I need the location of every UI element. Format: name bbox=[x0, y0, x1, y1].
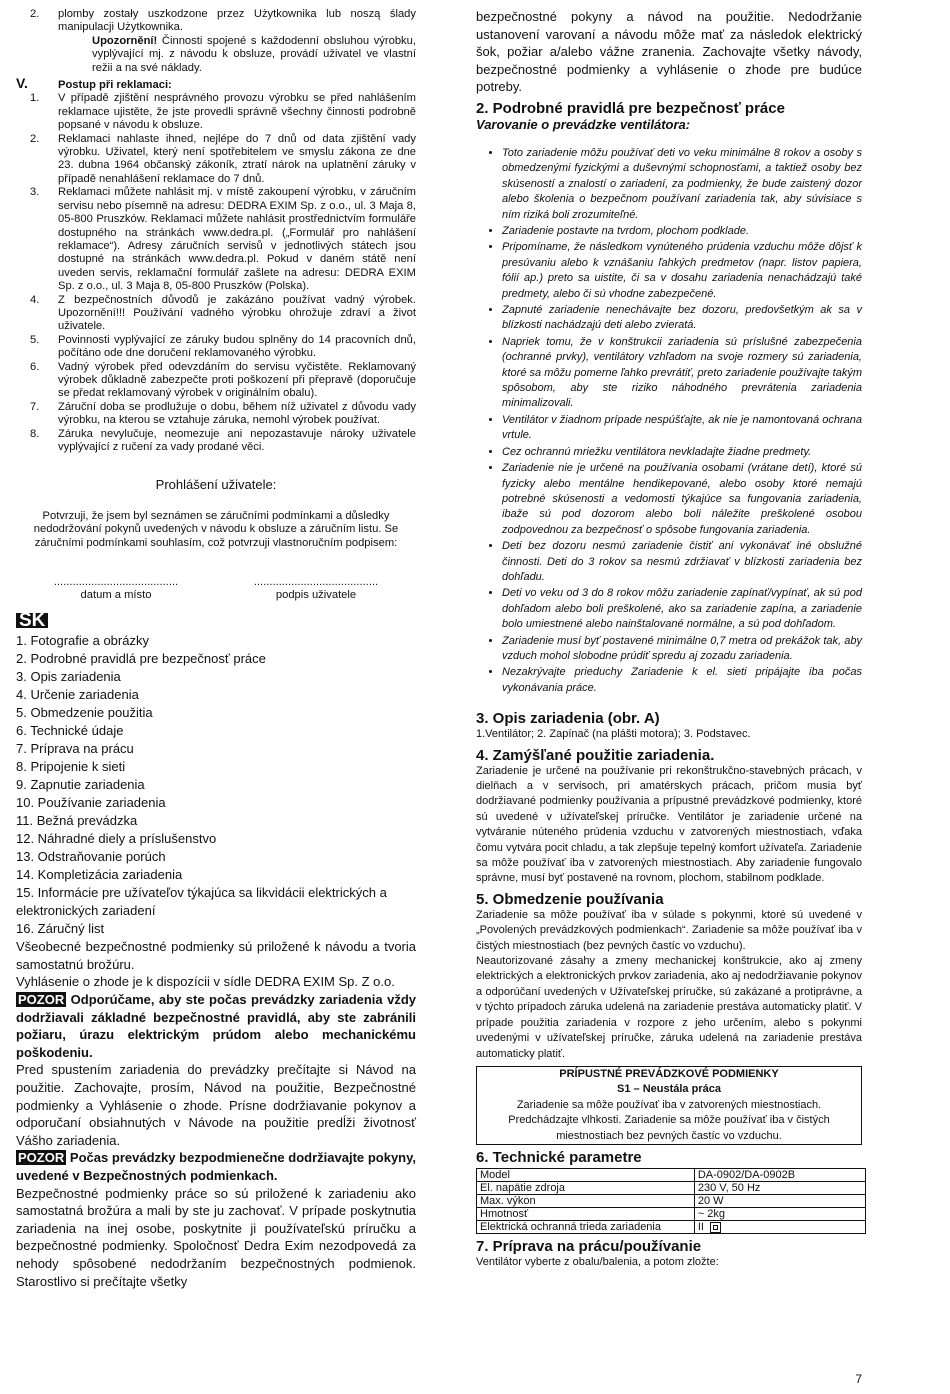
pozor-text-1: Pred spustením zariadenia do prevádzky prečítajte si Návod na použitie. Zachovajte, prosím, Návod na použitie, Bezpečnostné podmienky a Vyhlásenie o zhode. Prísne dodržiavanie pokynov a odporučaní obsiahnutých v Návode na použitie predĺži životnosť Vášho zariadenia. bbox=[16, 1062, 416, 1148]
pozor-warning-2 bbox=[16, 1149, 416, 1184]
safety-bullet-list bbox=[476, 146, 862, 696]
section-6-title: 6. Technické parametre bbox=[476, 1148, 642, 1166]
left-column bbox=[16, 8, 416, 1290]
parameter-row bbox=[477, 1168, 866, 1181]
claim-text: Záruční doba se prodlužuje o dobu, během níž uživatel z důvodu vady výrobku, na kterou se vztahuje záruka, nemohl výrobek používat. bbox=[58, 400, 416, 427]
parameter-row bbox=[477, 1181, 866, 1194]
parameter-value-text: DA-0902/DA-0902B bbox=[697, 1168, 796, 1181]
signature-dots: ........................................ bbox=[253, 576, 379, 589]
toc-item: 3. Opis zariadenia bbox=[16, 669, 121, 685]
claim-item bbox=[16, 401, 416, 428]
box-subtitle: S1 – Neustála práca bbox=[617, 1083, 721, 1096]
toc-item: 9. Zapnutie zariadenia bbox=[16, 777, 145, 793]
parameter-value bbox=[694, 1181, 865, 1194]
parameter-value bbox=[694, 1168, 865, 1181]
section-5-text-1: Zariadenie sa môže používať iba v súlade s pokynmi, ktoré sú uvedené v „Povolených prevádzkových podmienkach“. Zariadenie sa môže používať iba v čistých miestnostiach (bez pevných častíc vo vzduchu). bbox=[476, 908, 862, 952]
section-3-text: 1.Ventilátor; 2. Zapínač (na plášti motora); 3. Podstavec. bbox=[476, 728, 751, 741]
page-number: 7 bbox=[855, 1372, 862, 1386]
language-badge-sk: SK bbox=[16, 613, 48, 628]
operating-conditions-box bbox=[476, 1066, 862, 1145]
claim-number: 1. bbox=[30, 92, 40, 105]
claim-number: 8. bbox=[30, 427, 40, 440]
parameter-value bbox=[694, 1220, 865, 1233]
toc-item: 15. Informácie pre užívateľov týkajúca sa likvidácii elektrických a elektronických zariadení bbox=[16, 885, 387, 919]
safety-bullet: • Napriek tomu, že v konštrukcii zariadenia sú príslušné zabezpečenia (ochranné prvky), ventilátory vzhľadom na svoje rozmery sú zariadenia, ktoré sa môžu pomerne ľahko prevrátiť, preto zariadenie používajte takým spôsobom, aby ste riziko náhodného prevrátenia zariadenia minimalizovali. bbox=[502, 335, 862, 412]
technical-parameters-table bbox=[476, 1168, 866, 1234]
declaration-title: Prohlášení uživatele: bbox=[155, 477, 277, 493]
box-line-1: Zariadenie sa môže používať iba v zatvorených miestnostiach. bbox=[516, 1098, 822, 1111]
signature-area bbox=[16, 576, 416, 603]
toc-item: 7. Príprava na prácu bbox=[16, 741, 134, 757]
signature-user-label: podpis uživatele bbox=[275, 589, 357, 602]
section-roman-number: V. bbox=[16, 75, 28, 92]
claim-item bbox=[16, 92, 416, 132]
declaration-text: Potvrzuji, že jsem byl seznámen se záručními podmínkami a důsledky nedodržování pokynů uvedených v návodu k obsluze a záručním listu. Se záručními podmínkami souhlasím, což potvrzuji vlastnoručním podpisem: bbox=[33, 509, 399, 549]
safety-bullet: • Deti vo veku od 3 do 8 rokov môžu zariadenie zapínať/vypínať, ak sú pod dohľadom alebo boli preškolené, ako sa zariadenie zapína, a zariadenie bolo umiestnené alebo nainštalované normálne, a sú pod dohľadom. bbox=[502, 586, 862, 632]
toc-item: 10. Používanie zariadenia bbox=[16, 795, 166, 811]
claims-list bbox=[16, 92, 416, 454]
parameter-value-text: 230 V, 50 Hz bbox=[697, 1181, 761, 1194]
toc-item: 16. Záručný list bbox=[16, 921, 105, 937]
parameter-row bbox=[477, 1220, 866, 1233]
pozor-badge: POZOR bbox=[18, 992, 65, 1008]
section-v-heading bbox=[16, 77, 416, 92]
section-2-title: 2. Podrobné pravidlá pre bezpečnosť práce bbox=[476, 99, 785, 117]
section-4-title: 4. Zamýšľané použitie zariadenia. bbox=[476, 746, 715, 764]
parameter-value-text: ~ 2kg bbox=[697, 1207, 726, 1220]
pozor-bold-text: Odporúčame, aby ste počas prevádzky zariadenia vždy dodržiavali základné bezpečnostné pravidlá, aby ste zabránili požiaru, úrazu elektrickým prúdom alebo mechanickému poškodeniu. bbox=[16, 992, 416, 1060]
claim-number: 2. bbox=[30, 132, 40, 145]
section-5-title: 5. Obmedzenie používania bbox=[476, 890, 664, 908]
claim-number: 6. bbox=[30, 360, 40, 373]
table-of-contents bbox=[16, 632, 416, 938]
section-3-title: 3. Opis zariadenia (obr. A) bbox=[476, 710, 660, 728]
safety-bullet: • Toto zariadenie môžu používať deti vo veku minimálne 8 rokov a osoby s obmedzenými fyzickými a duševnými schopnosťami, a taktiež osoby bez skúseností a znalostí o zariadení, za podmienky, že bude zaistený dozor alebo školenia o bezpečnom používaní zariadenia tak, aby súvisiace s ním riziká boli zrozumiteľné. bbox=[502, 146, 862, 223]
toc-item: 2. Podrobné pravidlá pre bezpečnosť práce bbox=[16, 651, 266, 667]
note-label: Upozornění! bbox=[92, 34, 158, 47]
claim-item bbox=[16, 428, 416, 455]
toc-item: 14. Kompletizácia zariadenia bbox=[16, 867, 183, 883]
safety-bullet: • Nezakrývajte prieduchy Zariadenie k el. sieti pripájajte iba počas vykonávania práce. bbox=[502, 665, 862, 696]
claim-text: Vadný výrobek před odevzdáním do servisu vyčistěte. Reklamovaný výrobek důkladně zabezpečte proti poškození při přepravě (doporučuje se předat reklamovaný výrobek v originálním obalu). bbox=[58, 360, 416, 400]
pozor-badge: POZOR bbox=[18, 1150, 65, 1166]
claim-text: Z bezpečnostních důvodů je zakázáno používat vadný výrobek. Upozornění!!! Používání vadného výrobku ohrožuje zdraví a život uživatele. bbox=[58, 293, 416, 333]
pozor-warning-1 bbox=[16, 991, 416, 1061]
toc-item: 6. Technické údaje bbox=[16, 723, 124, 739]
toc-item: 13. Odstraňovanie porúch bbox=[16, 849, 166, 865]
box-title: PRÍPUSTNÉ PREVÁDZKOVÉ PODMIENKY bbox=[559, 1067, 779, 1080]
toc-item: 5. Obmedzenie použitia bbox=[16, 705, 153, 721]
section-title: Postup při reklamaci: bbox=[58, 79, 172, 92]
claim-item bbox=[16, 186, 416, 293]
toc-item: 1. Fotografie a obrázky bbox=[16, 633, 149, 649]
box-line-2: Predchádzajte vlhkosti. Zariadenie sa môže používať iba v čistých miestnostiach bez pevných častíc vo vzduchu. bbox=[508, 1114, 830, 1142]
general-conditions: Všeobecné bezpečnostné podmienky sú priložené k návodu a tvoria samostatnú brožúru. bbox=[16, 939, 416, 972]
item-number: 2. bbox=[30, 8, 40, 20]
parameter-name: Hmotnosť bbox=[477, 1207, 695, 1220]
parameter-value bbox=[694, 1194, 865, 1207]
item-text: plomby zostały uszkodzone przez Użytkownika lub noszą ślady manipulacji Użytkownika. bbox=[58, 8, 416, 34]
warranty-item-2 bbox=[16, 8, 416, 35]
section-2-subtitle: Varovanie o prevádzke ventilátora: bbox=[476, 116, 691, 132]
safety-bullet: • Pripomíname, že následkom vynúteného prúdenia vzduchu môže dôjsť k presúvaniu alebo k vznášaniu ľahkých predmetov (napr. listov papiera, fólií ap.) preto sa uistite, či sa v dosahu zariadenia nenachádzajú také predmety, alebo či sú vhodne zabezpečené. bbox=[502, 240, 862, 302]
safety-bullet: • Zariadenie nie je určené na používania osobami (vrátane detí), ktoré sú fyzicky alebo mentálne hendikepované, alebo osoby ktoré nemajú potrebné skúsenosti a vedomosti týkajúce sa fungovania zariadenia, ibaže sú pod dozorom alebo boli náležite preškolené osobou zodpovednou za bezpečnosť o spôsobe fungovania zariadenia. bbox=[502, 461, 862, 538]
pozor-bold-text: Počas prevádzky bezpodmienečne dodržiavajte pokyny, uvedené v Bezpečnostných podmienkach. bbox=[16, 1150, 416, 1183]
section-7-title: 7. Príprava na prácu/používanie bbox=[476, 1237, 702, 1255]
declaration-conformity: Vyhlásenie o zhode je k dispozícii v sídle DEDRA EXIM Sp. Z o.o. bbox=[16, 974, 395, 990]
pozor-text-2: Bezpečnostné podmienky práce so sú priložené k zariadeniu ako samostatná brožúra a mali by ste ju zachovať. V prípade poskytnutia zariadenia na inej osobe, poskytnite ji používateľskú príručku a bezpečnostné podmienky. Spoločnosť Dedra Exim nezodpovedá za nehody spôsobené nedodržaním bezpečnostných podmienok. Starostlivo si prečítajte všetky bbox=[16, 1185, 416, 1289]
claim-number: 7. bbox=[30, 400, 40, 413]
safety-bullet: • Cez ochrannú mriežku ventilátora nevkladajte žiadne predmety. bbox=[502, 445, 862, 460]
section-4-text: Zariadenie je určené na používanie pri rekonštrukčno-stavebných prácach, v dielňach a v servisoch, pri amatérskych prácach, pričom musia byť dodržiavané podmienky používania a prípustné prevádzkové podmienky, ktoré sú uvedené v užívateľskej príručke. Ventilátor je zariadenie určené na vytváranie núteného prúdenia vzduchu v zatvorených miestnostiach, vďaka čomu vytvára pocit chladu, a tak zlepšuje tepelný komfort užívateľa. Zariadenie sa môže používať iba v zatvorených miestnostiach. Aby zariadenie fungovalo správne, musí byť postavené na rovnom, plochom, stabilnom podklade. bbox=[476, 764, 862, 885]
claim-item bbox=[16, 294, 416, 334]
toc-item: 11. Bežná prevádzka bbox=[16, 813, 138, 829]
section-5-text-2: Neautorizované zásahy a zmeny mechanickej konštrukcie, ako aj zmeny elektrických a elektronických prvkov zariadenia, ako aj nedodržiavanie pokynov a odporúčaní uvedených v Užívateľskej príručke, sú zakázané a protiprávne, a v týchto prípadoch záruka udelená na zariadenie prestáva automaticky platiť. V prípade použitia zariadenia v rozpore z jeho určením, alebo s pokynmi uvedenými v užívateľskej príručke, záruka udelená na zariadenie prestáva automaticky platiť. bbox=[476, 955, 862, 1060]
warning-note bbox=[16, 35, 416, 75]
safety-bullet: • Zariadenie musí byť postavené minimálne 0,7 metra od prekážok tak, aby vzduch mohol slobodne prúdiť spredu aj zozadu zariadenia. bbox=[502, 634, 862, 665]
signature-dots: ........................................ bbox=[53, 576, 179, 589]
safety-bullet: • Zapnuté zariadenie nenechávajte bez dozoru, predovšetkým ak sa v blízkosti nachádzajú deti alebo zvieratá. bbox=[502, 303, 862, 334]
claim-item bbox=[16, 361, 416, 401]
signature-date-block bbox=[54, 576, 178, 603]
double-insulation-icon bbox=[710, 1222, 721, 1233]
parameter-value-text: 20 W bbox=[697, 1194, 724, 1207]
safety-bullet: • Ventilátor v žiadnom prípade nespúšťajte, ak nie je namontovaná ochrana vrtule. bbox=[502, 413, 862, 444]
toc-item: 8. Pripojenie k sieti bbox=[16, 759, 126, 775]
parameter-row bbox=[477, 1194, 866, 1207]
claim-text: Reklamaci nahlaste ihned, nejlépe do 7 dnů od data zjištění vady výrobku. Uživatel, který není spotřebitelem ve smyslu zákona ze dne 23. dubna 1964 občanský zákoník, ztratí nárok na uplatnění záruky v případě nenahlášení reklamace do 7 dnů. bbox=[58, 132, 416, 185]
intro-text: bezpečnostné pokyny a návod na použitie. Nedodržanie ustanovení varovaní a návodu môže mať za následok elektrický šok, požiar a/alebo vážne zranenia. Zachovajte všetky návody, bezpečnostné podmienky a vyhlásenie o zhode pre budúce potreby. bbox=[476, 9, 862, 95]
section-7-text: Ventilátor vyberte z obalu/balenia, a potom zložte: bbox=[476, 1255, 719, 1268]
parameter-name: Max. výkon bbox=[477, 1194, 695, 1207]
parameter-name: El. napätie zdroja bbox=[477, 1181, 695, 1194]
right-column bbox=[476, 8, 862, 1270]
note-text: Činnosti spojené s každodenní obsluhou výrobku, vyplývající mj. z návodu k obsluze, provádí uživatel ve vlastní režii a na své náklady. bbox=[92, 34, 416, 74]
parameter-name: Model bbox=[477, 1168, 695, 1181]
parameter-row bbox=[477, 1207, 866, 1220]
claim-item bbox=[16, 133, 416, 187]
toc-item: 4. Určenie zariadenia bbox=[16, 687, 139, 703]
claim-number: 3. bbox=[30, 186, 40, 199]
safety-bullet: • Deti bez dozoru nesmú zariadenie čistiť ani vykonávať iné obslužné činnosti. Deti do 3 rokov sa nesmú zdržiavať v blízkosti zariadenia bez dohľadu. bbox=[502, 539, 862, 585]
claim-number: 4. bbox=[30, 293, 40, 306]
toc-item: 12. Náhradné diely a príslušenstvo bbox=[16, 831, 217, 847]
claim-text: V případě zjištění nesprávného provozu výrobku se před nahlášením reklamace ujistěte, že jste provedli správně všechny činnosti podrobně popsané v návodu k obsluze. bbox=[58, 92, 416, 132]
parameter-value-text: II bbox=[697, 1220, 704, 1233]
claim-text: Záruka nevylučuje, neomezuje ani nepozastavuje nároky uživatele vyplývající z ručení za vady prodané věci. bbox=[58, 427, 416, 453]
claim-text: Povinnosti vyplývající ze záruky budou splněny do 14 pracovních dnů, počítáno ode dne doručení reklamovaného výrobku. bbox=[58, 333, 416, 360]
safety-bullet: • Zariadenie postavte na tvrdom, plochom podklade. bbox=[502, 224, 862, 239]
claim-number: 5. bbox=[30, 333, 40, 346]
parameter-value bbox=[694, 1207, 865, 1220]
claim-text: Reklamaci můžete nahlásit mj. v místě zakoupení výrobku, v záručním servisu nebo písemně na adresu: DEDRA EXIM Sp. z o.o., ul. 3 Maja 8, 05-800 Pruszków. Reklamaci můžete nahlásit prostřednictvím formuláře dostupného na stránkách www.dedra.pl. („Formulář pro nahlášení reklamace“). Adresy záručních servisů v jednotlivých státech jsou dostupné na stránkách www.dedra.pl. Pokud v daném státě není uveden servis, reklamační formulář zašlete na adresu: DEDRA EXIM Sp. z o.o., ul. 3 Maja 8, 05-800 Pruszków (Polska). bbox=[58, 186, 416, 293]
signature-date-label: datum a místo bbox=[80, 589, 152, 602]
signature-user-block bbox=[254, 576, 378, 603]
parameter-name: Elektrická ochranná trieda zariadenia bbox=[477, 1220, 695, 1233]
claim-item bbox=[16, 334, 416, 361]
